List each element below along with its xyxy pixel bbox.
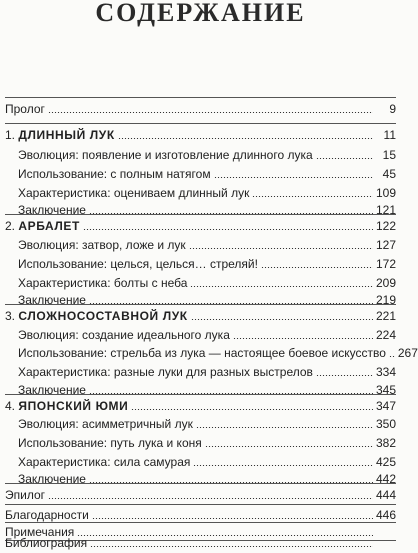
toc-page: 209 [375, 276, 396, 290]
toc-label: Эволюция: затвор, ложе и лук [18, 238, 186, 252]
divider [5, 97, 396, 98]
dot-leader [261, 267, 373, 268]
toc-label: Заключение [18, 293, 86, 307]
toc-label: Благодарности [5, 508, 89, 522]
toc-chapter[interactable] [0, 125, 401, 145]
dot-leader [389, 356, 395, 357]
toc-page: 109 [375, 186, 396, 200]
chapter-number: 2. [5, 219, 16, 233]
toc-entry-epilogue[interactable] [0, 485, 401, 505]
toc-label: Эволюция: появление и изготовление длинного лука [18, 148, 313, 162]
toc-page: 442 [375, 472, 396, 486]
toc-label: Библиография [5, 536, 88, 550]
toc-chapter[interactable] [0, 396, 401, 416]
toc-label: Эволюция: создание идеального лука [18, 328, 230, 342]
toc-page: 334 [375, 365, 396, 379]
divider [5, 304, 396, 305]
toc-page: 122 [375, 219, 396, 233]
toc-label: Характеристика: разные луки для разных выстрелов [18, 365, 313, 379]
dot-leader [191, 319, 373, 320]
chapter-title: ДЛИННЫЙ ЛУК [18, 128, 115, 142]
dot-leader [252, 196, 373, 197]
dot-leader [92, 518, 373, 519]
toc-entry-prologue[interactable] [0, 99, 401, 119]
dot-leader [316, 375, 373, 376]
toc-section[interactable] [0, 362, 401, 382]
chapter-title: АРБАЛЕТ [18, 219, 80, 233]
dot-leader [205, 446, 373, 447]
toc-page: 425 [375, 455, 396, 469]
toc-page: 350 [375, 417, 396, 431]
dot-leader [48, 112, 373, 113]
dot-leader [48, 498, 373, 499]
divider [5, 123, 396, 124]
toc-section[interactable] [0, 343, 418, 363]
toc-page: 347 [375, 399, 396, 413]
toc-label: Характеристика: сила самурая [18, 455, 191, 469]
toc-label: Пролог [5, 102, 45, 116]
toc-page: 267 [397, 346, 418, 360]
toc-section[interactable] [0, 414, 401, 434]
toc-entry-bibliography[interactable] [0, 533, 401, 553]
toc-page: 219 [375, 293, 396, 307]
toc-page: 345 [375, 383, 396, 397]
toc-section[interactable] [0, 433, 401, 453]
toc-page: 446 [375, 508, 396, 522]
toc-page: 121 [375, 203, 396, 217]
toc-page: 224 [375, 328, 396, 342]
divider [5, 394, 396, 395]
toc-label: Характеристика: оцениваем длинный лук [18, 186, 250, 200]
toc-chapter[interactable] [0, 216, 401, 236]
toc-page: 444 [375, 488, 396, 502]
toc-page: 172 [375, 257, 396, 271]
chapter-number: 4. [5, 399, 16, 413]
chapter-number: 1. [5, 128, 16, 142]
toc-label: Примечания [5, 525, 75, 539]
toc-page: 9 [389, 102, 396, 116]
page-title: СОДЕРЖАНИЕ [95, 0, 306, 27]
dot-leader [190, 286, 373, 287]
toc-section[interactable] [0, 254, 401, 274]
chapter-number: 3. [5, 309, 16, 323]
toc-page: 15 [382, 148, 396, 162]
toc-label: Использование: путь лука и коня [18, 436, 202, 450]
toc-label: Использование: целься, целься… стреляй! [18, 257, 258, 271]
toc-page: 127 [375, 238, 396, 252]
toc-chapter[interactable] [0, 306, 401, 326]
chapter-title: СЛОЖНОСОСТАВНОЙ ЛУК [18, 309, 188, 323]
toc-page: 45 [382, 167, 396, 181]
dot-leader [83, 229, 373, 230]
toc-label: Эволюция: асимметричный лук [18, 417, 193, 431]
toc-label: Заключение [18, 383, 86, 397]
dot-leader [196, 427, 373, 428]
dot-leader [214, 177, 373, 178]
toc-label: Заключение [18, 203, 86, 217]
divider [5, 483, 396, 484]
toc-label: Характеристика: болты с неба [18, 276, 188, 290]
toc-section[interactable] [0, 325, 401, 345]
toc-label: Эпилог [5, 488, 46, 502]
toc-section[interactable] [0, 164, 401, 184]
chapter-title: ЯПОНСКИЙ ЮМИ [18, 399, 129, 413]
toc-page: 221 [375, 309, 396, 323]
dot-leader [316, 158, 373, 159]
toc-label: Использование: с полным натягом [18, 167, 211, 181]
toc-page: 11 [383, 128, 396, 142]
dot-leader [131, 409, 373, 410]
dot-leader [233, 338, 373, 339]
toc-label: Заключение [18, 472, 86, 486]
dot-leader [90, 546, 373, 547]
dot-leader [118, 138, 373, 139]
dot-leader [193, 465, 373, 466]
toc-label: Использование: стрельба из лука — настоящее боевое искусство [18, 346, 386, 360]
dot-leader [189, 248, 373, 249]
toc-section[interactable] [0, 235, 401, 255]
toc-section[interactable] [0, 145, 401, 165]
toc-page: 382 [375, 436, 396, 450]
divider [5, 214, 396, 215]
